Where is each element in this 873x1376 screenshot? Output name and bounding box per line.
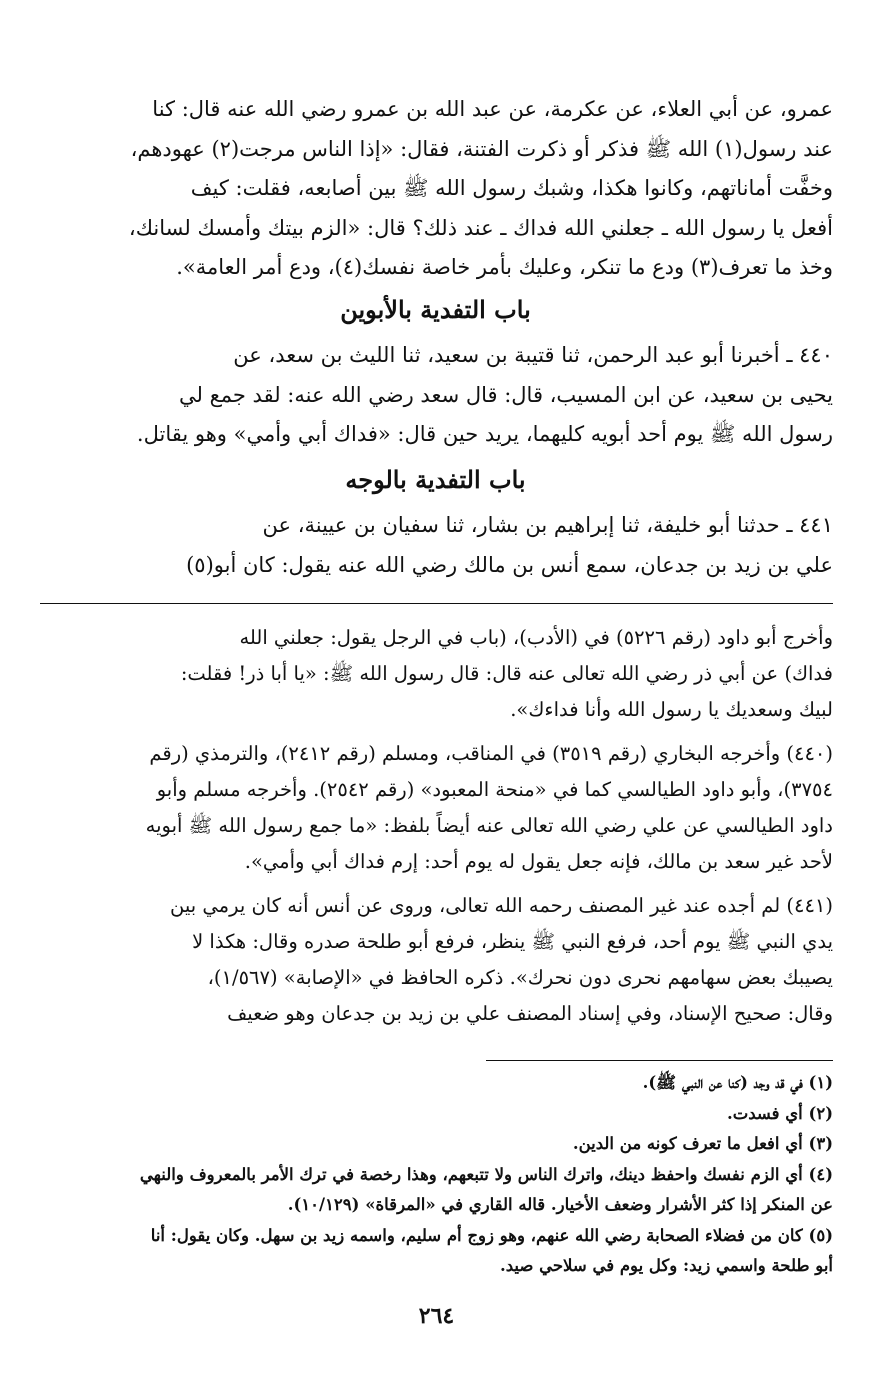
note-line: (٣) أي افعل ما تعرف كونه من الدين.: [572, 1134, 833, 1153]
footnote-line: (٤٤٠) وأخرجه البخاري (رقم ٣٥١٩) في المناقب، ومسلم (رقم ٢٤١٢)، والترمذي (رقم: [149, 742, 833, 765]
footnote-line: داود الطيالسي عن علي رضي الله تعالى عنه أيضاً بلفظ: «ما جمع رسول الله ﷺ أبويه: [145, 814, 833, 837]
text-line: عمرو، عن أبي العلاء، عن عكرمة، عن عبد الله بن عمرو رضي الله عنه قال: كنا: [152, 97, 833, 121]
text-line: عند رسول(١) الله ﷺ فذكر أو ذكرت الفتنة، فقال: «إذا الناس مرجت(٢) عهودهم،: [130, 136, 833, 161]
note-line: أبو طلحة واسمي زيد: وكل يوم في سلاحي صيد.: [499, 1256, 833, 1275]
note-line: عن المنكر إذا كثر الأشرار وضعف الأخيار. قاله القاري في «المرقاة» (١٠/١٢٩).: [287, 1195, 833, 1214]
text-line: يحيى بن سعيد، عن ابن المسيب، قال: قال سعد رضي الله عنه: لقد جمع لي: [179, 382, 833, 407]
footnote-line: لبيك وسعديك يا رسول الله وأنا فداءك».: [510, 698, 833, 721]
margin-notes: [38, 1068, 833, 1282]
main-text-continuation: [38, 90, 833, 288]
text-line: رسول الله ﷺ يوم أحد أبويه كليهما، يريد حين قال: «فداك أبي وأمي» وهو يقاتل.: [136, 422, 833, 446]
footnote-line: (٤٤١) لم أجده عند غير المصنف رحمه الله تعالى، وروى عن أنس أنه كان يرمي بين: [170, 894, 833, 917]
text-line: وخفَّت أماناتهم، وكانوا هكذا، وشبك رسول الله ﷺ بين أصابعه، فقلت: كيف: [190, 176, 833, 200]
footnote-line: وقال: صحيح الإسناد، وفي إسناد المصنف علي بن زيد بن جدعان وهو ضعيف: [227, 1002, 833, 1025]
text-line: ٤٤١ ـ حدثنا أبو خليفة، ثنا إبراهيم بن بشار، ثنا سفيان بن عيينة، عن: [262, 513, 833, 537]
chapter-heading: باب التفدية بالأبوين: [340, 295, 531, 324]
footnote-line: ٣٧٥٤)، وأبو داود الطيالسي كما في «منحة المعبود» (رقم ٢٥٤٢). وأخرجه مسلم وأبو: [156, 778, 833, 801]
note-line: (٤) أي الزم نفسك واحفظ دينك، واترك الناس ولا تتبعهم، وهذا رخصة في ترك الأمر بالمعروف والنهي: [139, 1164, 833, 1184]
hadith-441: [38, 506, 833, 585]
footnote-line: يصيبك بعض سهامهم نحرى دون نحرك». ذكره الحافظ في «الإصابة» (١/٥٦٧)،: [207, 966, 833, 989]
chapter-heading: باب التفدية بالوجه: [345, 465, 526, 494]
note-line: (٢) أي فسدت.: [726, 1103, 833, 1123]
text-line: علي بن زيد بن جدعان، سمع أنس بن مالك رضي الله عنه يقول: كان أبو(٥): [186, 552, 833, 577]
page-number: ٢٦٤: [418, 1303, 455, 1329]
footnote-separator: [40, 603, 833, 604]
footnote-line: وأخرج أبو داود (رقم ٥٢٢٦) في (الأدب)، (باب في الرجل يقول: جعلني الله: [239, 626, 833, 649]
takhrij-footnotes: [38, 620, 833, 1032]
text-line: وخذ ما تعرف(٣) ودع ما تنكر، وعليك بأمر خاصة نفسك(٤)، ودع أمر العامة».: [176, 255, 833, 279]
notes-separator: [486, 1060, 833, 1061]
text-line: ٤٤٠ ـ أخبرنا أبو عبد الرحمن، ثنا قتيبة بن سعيد، ثنا الليث بن سعد، عن: [233, 343, 833, 367]
footnote-line: فداك) عن أبي ذر رضي الله تعالى عنه قال: قال رسول الله ﷺ: «يا أبا ذر! فقلت:: [180, 662, 833, 685]
footnote-line: لأحد غير سعد بن مالك، فإنه جعل يقول له يوم أحد: إرم فداك أبي وأمي».: [244, 850, 833, 873]
note-line: (٥) كان من فضلاء الصحابة رضي الله عنهم، وهو زوج أم سليم، واسمه زيد بن سهل. وكان يقول: أنا: [150, 1225, 833, 1245]
footnote-line: يدي النبي ﷺ يوم أحد، فرفع النبي ﷺ ينظر، فرفع أبو طلحة صدره وقال: هكذا لا: [192, 930, 833, 953]
note-line: (١) في قد وجد (كنا عن النبي ﷺ).: [642, 1073, 833, 1092]
hadith-440: [38, 336, 833, 455]
text-line: أفعل يا رسول الله ـ جعلني الله فداك ـ عند ذلك؟ قال: «الزم بيتك وأمسك لسانك،: [128, 215, 833, 240]
